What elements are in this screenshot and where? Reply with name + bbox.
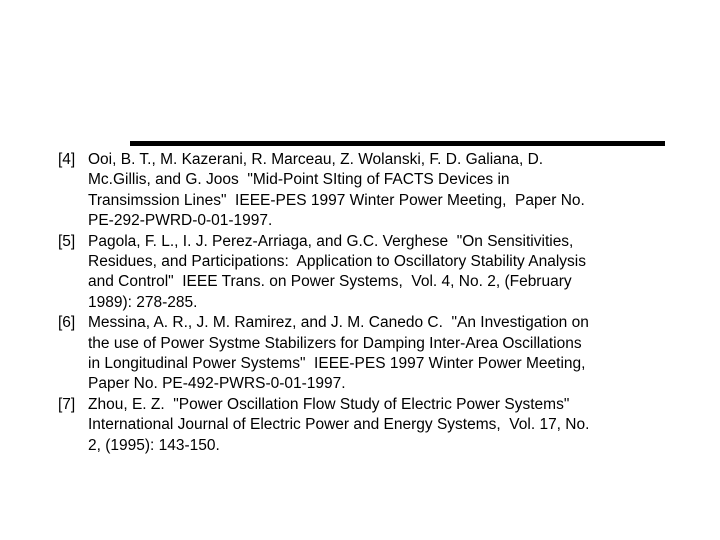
reference-line: PE-292-PWRD-0-01-1997. [88,212,273,230]
reference-number: [6] [58,314,76,332]
reference-line: the use of Power Systme Stabilizers for Damping Inter-Area Oscillations [88,334,582,352]
reference-line: Mc.Gillis, and G. Joos "Mid-Point SIting of FACTS Devices in [88,171,510,189]
reference-line: and Control" IEEE Trans. on Power Systems, Vol. 4, No. 2, (February [88,273,572,291]
reference-number: [7] [58,395,76,413]
reference-line: Residues, and Participations: Application to Oscillatory Stability Analysis [88,253,586,271]
reference-line: Paper No. PE-492-PWRS-0-01-1997. [88,375,346,393]
title-divider-rule [130,141,665,146]
reference-text [88,395,698,456]
reference-item [58,150,698,232]
reference-list [58,150,698,456]
reference-line: 2, (1995): 143-150. [88,436,220,454]
reference-line: 1989): 278-285. [88,293,198,311]
reference-text [88,313,698,395]
reference-text [88,232,698,314]
reference-item [58,395,698,456]
reference-line: Ooi, B. T., M. Kazerani, R. Marceau, Z. Wolanski, F. D. Galiana, D. [88,151,544,168]
reference-line: in Longitudinal Power Systems" IEEE-PES 1997 Winter Power Meeting, [88,355,586,373]
reference-text [88,150,698,232]
reference-line: Messina, A. R., J. M. Ramirez, and J. M. Canedo C. "An Investigation on [88,314,589,332]
reference-number: [4] [58,151,76,168]
reference-line: Pagola, F. L., I. J. Perez-Arriaga, and G.C. Verghese "On Sensitivities, [88,232,574,250]
reference-line: Zhou, E. Z. "Power Oscillation Flow Study of Electric Power Systems" [88,395,570,413]
reference-line: Transimssion Lines" IEEE-PES 1997 Winter Power Meeting, Paper No. [88,191,585,209]
reference-number: [5] [58,232,76,250]
reference-item [58,232,698,314]
reference-item [58,313,698,395]
reference-line: International Journal of Electric Power and Energy Systems, Vol. 17, No. [88,416,590,434]
